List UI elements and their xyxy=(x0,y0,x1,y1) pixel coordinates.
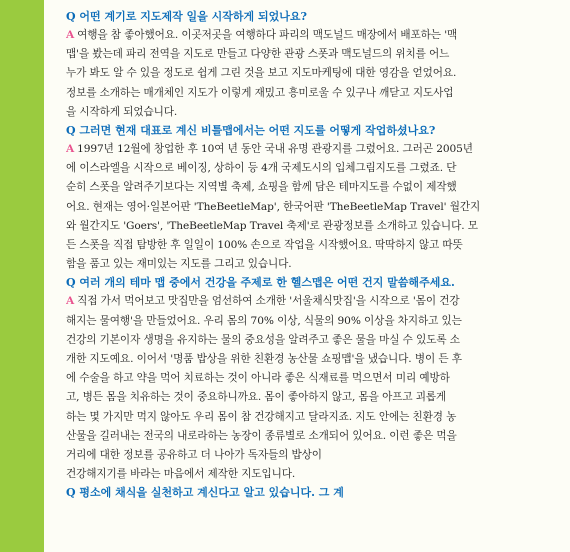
answer-text: 고, 병든 몸을 치유하는 것이 중요하니까요. 몸이 좋아하지 않고, 몸을 아프고 괴롭게 xyxy=(66,391,447,404)
answer-line xyxy=(66,427,554,446)
answer-mark: A xyxy=(66,29,75,41)
answer-line xyxy=(66,350,554,369)
answer-text: 해지는 물여행'을 만들었어요. 우리 몸의 70% 이상, 식물의 90% 이상을 차지하고 있는 xyxy=(66,314,462,327)
answer-line xyxy=(66,236,554,255)
answer-line xyxy=(66,331,554,350)
answer-line xyxy=(66,159,554,178)
interview-column xyxy=(66,8,554,502)
answer-line xyxy=(66,178,554,197)
answer-text: 든 스폿을 직접 탐방한 후 일일이 100% 손으로 작업을 시작했어요. 딱딱하지 않고 따뜻 xyxy=(66,239,463,252)
answer-line xyxy=(66,292,554,311)
answer-line xyxy=(66,198,554,217)
qa-block xyxy=(66,484,554,502)
answer-line xyxy=(66,408,554,427)
answer-text: 에 이스라엘을 시작으로 베이징, 상하이 등 4개 국제도시의 입체그림지도를 그렸죠. 단 xyxy=(66,162,457,175)
answer-line xyxy=(66,465,554,484)
answer-text: 1997년 12월에 창업한 후 10여 년 동안 국내 유명 관광지를 그렸어요. 그러곤 2005년 xyxy=(77,143,473,156)
answer-mark: A xyxy=(66,143,75,156)
question-heading: Q 어떤 계기로 지도제작 일을 시작하게 되었나요? xyxy=(66,10,307,23)
answer-line xyxy=(66,103,554,122)
answer-text: 직접 가서 먹어보고 맛집만을 엄선하여 소개한 '서울채식맛집'을 시작으로 '몸이 건강 xyxy=(77,295,460,308)
answer-text: 건강해지기를 바라는 마음에서 제작한 지도입니다. xyxy=(66,468,296,481)
question-heading: Q 그러면 현재 대표로 계신 비틀맵에서는 어떤 지도를 어떻게 작업하셨나요? xyxy=(66,124,436,138)
qa-block xyxy=(66,274,554,484)
qa-block xyxy=(66,8,554,122)
answer-text: 순히 스폿을 알려주기보다는 지역별 축제, 쇼핑을 함께 담은 테마지도를 수없이 제작했 xyxy=(66,181,457,194)
answer-text: 을 시작하게 되었습니다. xyxy=(66,105,178,118)
answer-line xyxy=(66,140,554,159)
left-accent-bar xyxy=(0,0,44,552)
answer-line xyxy=(66,255,554,274)
qa-block xyxy=(66,122,554,274)
answer-line xyxy=(66,217,554,236)
question-heading: Q 평소에 채식을 실천하고 계신다고 알고 있습니다. 그 계 xyxy=(66,486,344,500)
answer-text: 에 수술을 하고 약을 먹어 치료하는 것이 아니라 좋은 식재료를 먹으면서 미리 예방하 xyxy=(66,372,450,385)
answer-text: 산물을 길러내는 전국의 내로라하는 농장이 종류별로 소개되어 있어요. 이런 좋은 먹을 xyxy=(66,429,457,442)
answer-text: 하는 몇 가지만 먹지 않아도 우리 몸이 참 건강해지고 달라지죠. 지도 안에는 친환경 농 xyxy=(66,410,457,423)
answer-text: 개한 지도예요. 이어서 '명품 밥상을 위한 친환경 농산물 쇼핑맵'을 냈습니다. 병이 든 후 xyxy=(66,353,462,366)
answer-line xyxy=(66,312,554,331)
answer-line xyxy=(66,26,554,45)
answer-mark: A xyxy=(66,295,75,308)
answer-text: 와 월간지도 'Goers', 'TheBeetleMap Travel 축제'로 관광정보를 소개하고 있습니다. 모 xyxy=(66,219,478,232)
answer-text: 여행을 참 좋아했어요. 이곳저곳을 여행하다 파리의 맥도널드 매장에서 배포하는 '맥 xyxy=(77,29,458,41)
answer-line xyxy=(66,84,554,103)
answer-line xyxy=(66,369,554,388)
answer-line xyxy=(66,45,554,64)
answer-text: 맵'을 봤는데 파리 전역을 지도로 만들고 다양한 관광 스폿과 맥도널드의 위치를 어느 xyxy=(66,48,450,61)
answer-text: 누가 봐도 알 수 있을 정도로 쉽게 그린 것을 보고 지도마케팅에 대한 영감을 얻었어요. xyxy=(66,67,457,80)
answer-text: 함을 품고 있는 재미있는 지도를 그리고 있습니다. xyxy=(66,258,292,271)
question-heading: Q 여러 개의 테마 맵 중에서 건강을 주제로 한 헬스맵은 어떤 건지 말씀해주세요. xyxy=(66,276,455,290)
answer-text: 건강의 기본이자 생명을 유지하는 물의 중요성을 알려주고 좋은 물을 마실 수 있도록 소 xyxy=(66,333,460,346)
answer-text: 어요. 현재는 영어·일본어판 'TheBeetleMap', 한국어판 'TheBeetleMap Travel' 월간지 xyxy=(66,200,481,213)
answer-text: 정보를 소개하는 매개체인 지도가 이렇게 재밌고 흥미로울 수 있구나 깨닫고 지도사업 xyxy=(66,86,454,99)
answer-line xyxy=(66,388,554,407)
answer-text: 거리에 대한 정보를 공유하고 더 나아가 독자들의 밥상이 xyxy=(66,449,322,462)
answer-line xyxy=(66,446,554,465)
answer-line xyxy=(66,64,554,83)
